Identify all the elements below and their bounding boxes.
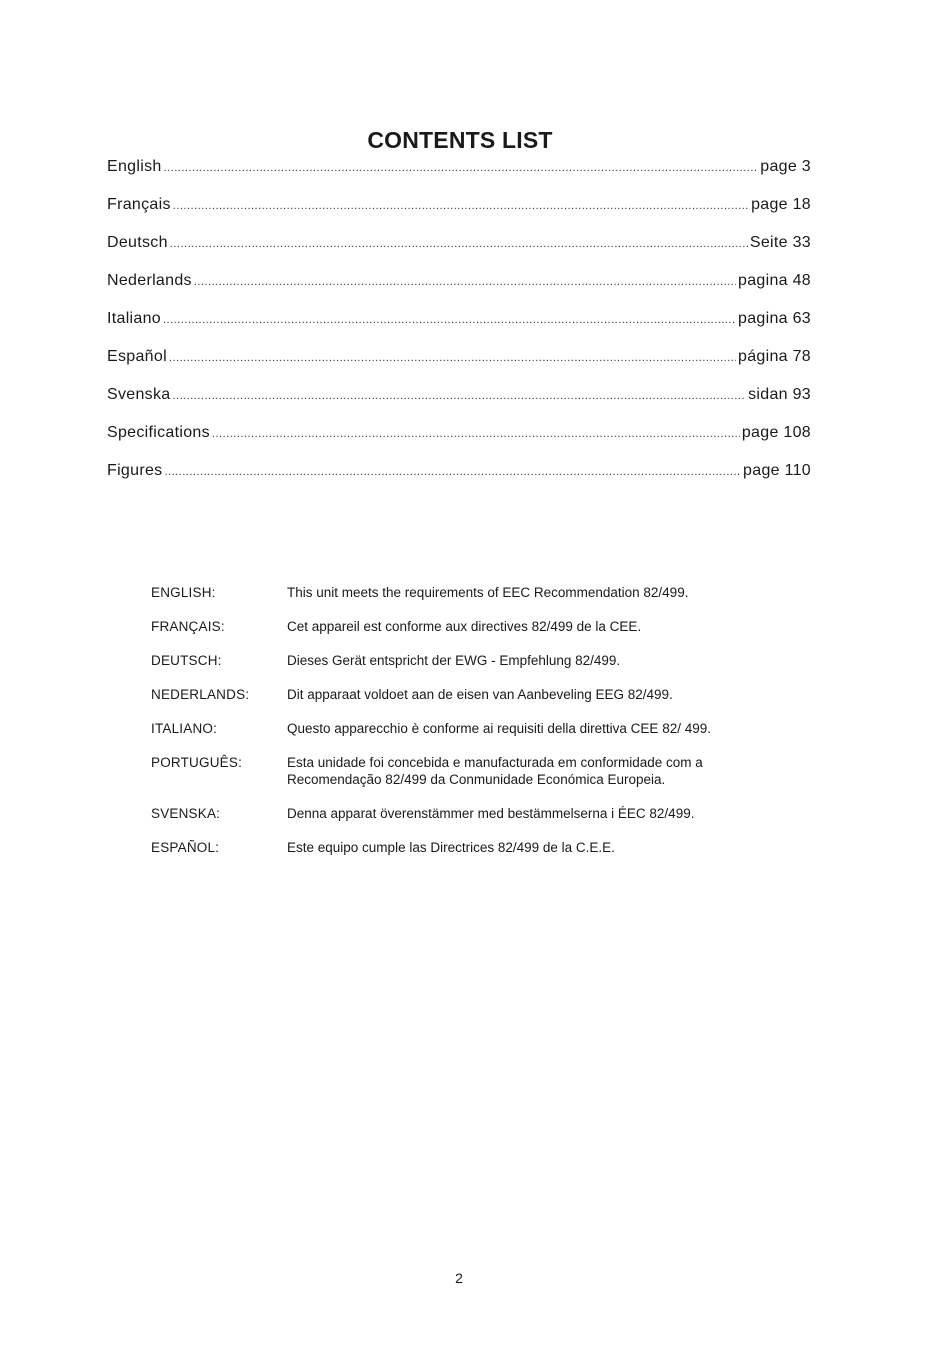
compliance-text: Este equipo cumple las Directrices 82/499 de la C.E.E.: [287, 840, 615, 855]
toc-entry-specifications: [107, 424, 811, 462]
compliance-row-portugues: [151, 754, 791, 788]
page-number: 2: [455, 1270, 463, 1286]
compliance-language: FRANÇAIS:: [151, 619, 225, 634]
toc-entry-espanol: [107, 348, 811, 386]
toc-page-ref: sidan 93: [748, 386, 811, 403]
toc-label: Deutsch: [107, 234, 168, 251]
compliance-language: NEDERLANDS:: [151, 687, 250, 702]
toc-page-ref: Seite 33: [749, 234, 811, 251]
toc-entry-figures: [107, 462, 811, 500]
compliance-row-espanol: [151, 839, 791, 856]
dot-leader: [172, 390, 746, 402]
page-title: CONTENTS LIST: [367, 127, 553, 154]
compliance-text: Dieses Gerät entspricht der EWG - Empfehlung 82/499.: [287, 653, 621, 668]
toc-entry-italiano: [107, 310, 811, 348]
compliance-text: Dit apparaat voldoet aan de eisen van Aanbeveling EEG 82/499.: [287, 687, 673, 702]
toc-page-ref: page 18: [751, 196, 811, 213]
compliance-text: Esta unidade foi concebida e manufacturada em conformidade com a Recomendação 82/499 da Conmunidade Económica Europeia.: [287, 755, 703, 787]
compliance-text: Cet appareil est conforme aux directives 82/499 de la CEE.: [287, 619, 642, 634]
compliance-row-svenska: [151, 805, 791, 822]
toc-label: Nederlands: [107, 272, 192, 289]
compliance-language: ESPAÑOL:: [151, 840, 220, 855]
compliance-text: Denna apparat överenstämmer med bestämmelserna i ÉEC 82/499.: [287, 806, 695, 821]
toc-entry-francais: [107, 196, 811, 234]
toc-entry-svenska: [107, 386, 811, 424]
compliance-row-italiano: [151, 720, 791, 737]
toc-page-ref: pagina 63: [738, 310, 811, 327]
dot-leader: [194, 276, 736, 288]
compliance-row-english: [151, 584, 791, 601]
toc-page-ref: page 110: [743, 462, 811, 479]
dot-leader: [212, 428, 740, 440]
compliance-statements: [151, 584, 791, 873]
dot-leader: [163, 314, 736, 326]
compliance-text: Questo apparecchio è conforme ai requisiti della direttiva CEE 82/ 499.: [287, 721, 711, 736]
compliance-text: This unit meets the requirements of EEC Recommendation 82/499.: [287, 585, 689, 600]
compliance-row-nederlands: [151, 686, 791, 703]
compliance-language: ENGLISH:: [151, 585, 216, 600]
compliance-language: DEUTSCH:: [151, 653, 222, 668]
compliance-row-deutsch: [151, 652, 791, 669]
toc-label: Specifications: [107, 424, 210, 441]
toc-page-ref: page 108: [741, 424, 811, 441]
toc-entry-nederlands: [107, 272, 811, 310]
compliance-language: SVENSKA:: [151, 806, 221, 821]
compliance-row-francais: [151, 618, 791, 635]
toc-label: Italiano: [107, 310, 161, 327]
toc-page-ref: page 3: [760, 158, 811, 175]
dot-leader: [169, 352, 736, 364]
toc-page-ref: pagina 48: [738, 272, 811, 289]
dot-leader: [164, 466, 741, 478]
toc-entry-english: [107, 158, 811, 196]
dot-leader: [173, 200, 749, 212]
dot-leader: [164, 162, 759, 174]
compliance-language: PORTUGUÊS:: [151, 755, 243, 770]
toc-label: Figures: [107, 462, 163, 479]
toc-page-ref: página 78: [738, 348, 811, 365]
toc-label: Español: [107, 348, 167, 365]
toc-label: Français: [107, 196, 171, 213]
toc-label: English: [107, 158, 162, 175]
compliance-language: ITALIANO:: [151, 721, 218, 736]
toc-label: Svenska: [107, 386, 171, 403]
contents-list: [107, 158, 811, 500]
toc-entry-deutsch: [107, 234, 811, 272]
dot-leader: [170, 238, 748, 250]
